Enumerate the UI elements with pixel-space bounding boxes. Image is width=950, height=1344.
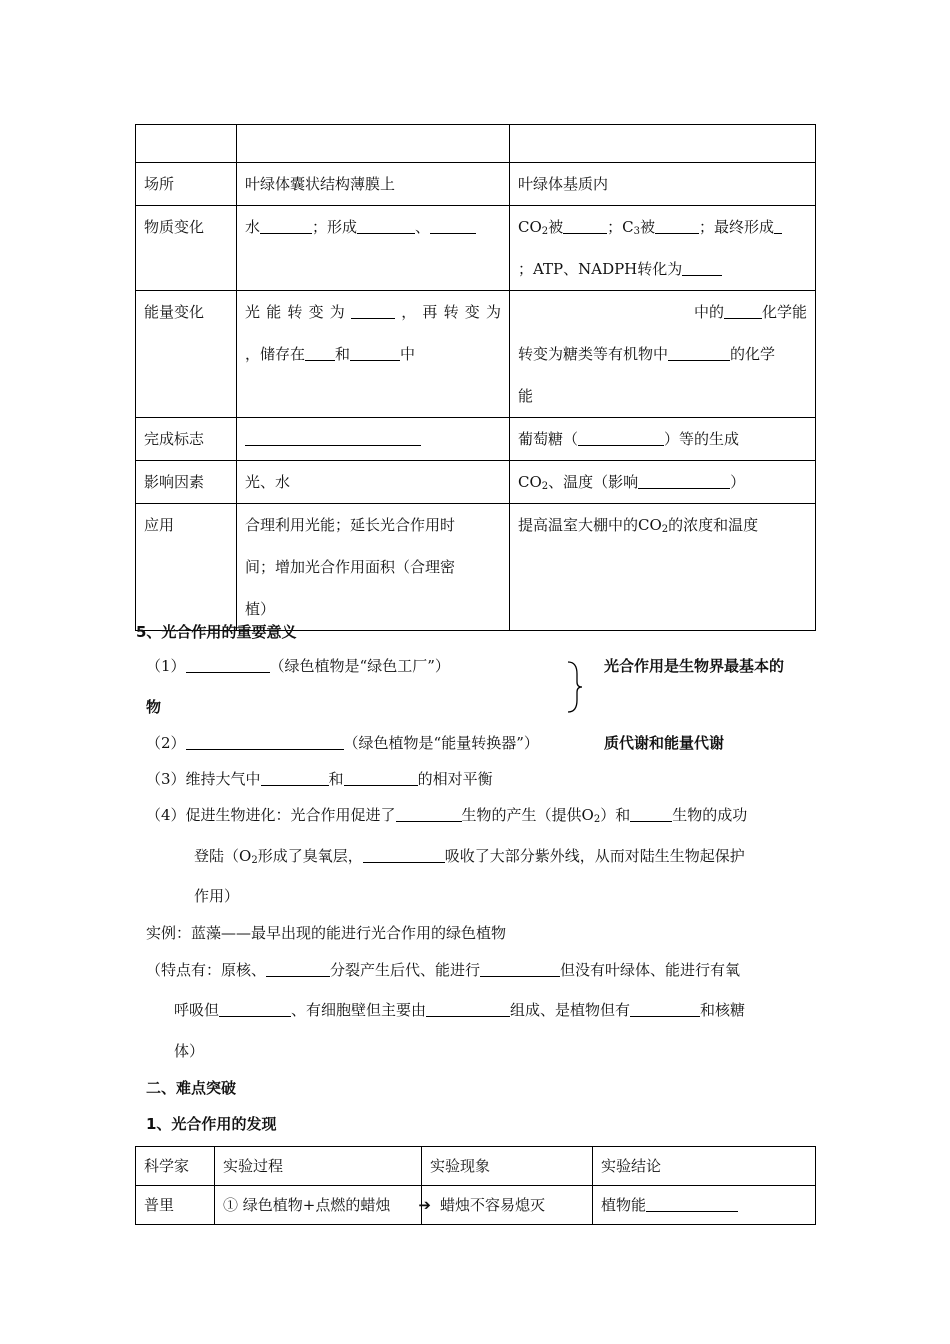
dark-energy: 中的 化学能 转变为糖类等有机物中 的化学 能 — [510, 291, 816, 418]
dark-factor: $CO_2$、温度（影响 ） — [510, 461, 816, 504]
features-line1: （特点有：原核、 分裂产生后代、能进行 但没有叶绿体、能进行有氧 — [146, 961, 741, 979]
meaning-item-1: （1） （绿色植物是“绿色工厂”） — [146, 657, 450, 675]
row-label-sign: 完成标志 — [136, 418, 237, 461]
header-phenomenon: 实验现象 — [422, 1147, 593, 1186]
features-line3: 体） — [174, 1042, 205, 1060]
meaning-item-3: （3）维持大气中 和 的相对平衡 — [146, 770, 493, 788]
section2-title: 二、难点突破 — [146, 1079, 237, 1097]
dark-apply: 提高温室大棚中的$CO_2$的浓度和温度 — [510, 504, 816, 631]
cell-scientist: 普里 — [136, 1186, 215, 1225]
light-apply: 合理利用光能；延长光合作用时 间；增加光合作用面积（合理密 植） — [237, 504, 510, 631]
meaning-item-2: （2） （绿色植物是“能量转换器”） — [146, 734, 539, 752]
dark-sign: 葡萄糖（ ）等的生成 — [510, 418, 816, 461]
row-label-apply: 应用 — [136, 504, 237, 631]
dark-place: 叶绿体基质内 — [510, 163, 816, 206]
dark-matter: $CO_2$被 ；$C_3$被 ；最终形成 ；ATP、NADPH转化为 — [510, 206, 816, 291]
row-label-factor: 影响因素 — [136, 461, 237, 504]
row-label-energy: 能量变化 — [136, 291, 237, 418]
meaning-item-4-line3: 作用） — [194, 887, 240, 905]
discovery-table — [135, 1146, 816, 1225]
example-text: 实例：蓝藻——最早出现的能进行光合作用的绿色植物 — [146, 924, 507, 942]
cell-process: ① 绿色植物+点燃的蜡烛 ➔ — [215, 1186, 422, 1225]
brace-text-wu: 物 — [146, 698, 162, 716]
brace-text-2: 质代谢和能量代谢 — [604, 734, 725, 752]
row-label-place: 场所 — [136, 163, 237, 206]
meaning-item-4-line2: 登陆（$O_2$形成了臭氧层， 吸收了大部分紫外线，从而对陆生生物起保护 — [194, 847, 745, 866]
arrow-icon: ➔ — [418, 1196, 431, 1214]
brace-text-1: 光合作用是生物界最基本的 — [604, 657, 785, 675]
light-place: 叶绿体囊状结构薄膜上 — [237, 163, 510, 206]
meaning-item-4: （4）促进生物进化：光合作用促进了 生物的产生（提供$O_2$）和 生物的成功 — [146, 806, 748, 825]
light-matter: 水 ；形成 、 — [237, 206, 510, 291]
cell-phenomenon: 蜡烛不容易熄灭 — [422, 1186, 593, 1225]
header-scientist: 科学家 — [136, 1147, 215, 1186]
light-factor: 光、水 — [237, 461, 510, 504]
cell-conclusion: 植物能 — [593, 1186, 816, 1225]
light-energy: 光能转变为 ，再转变为 ，储存在 和 中 — [237, 291, 510, 418]
section5-title: 5、光合作用的重要意义 — [136, 623, 297, 641]
features-line2: 呼吸但 、有细胞壁但主要由 组成、是植物但有 和核糖 — [174, 1001, 746, 1019]
light-sign — [237, 418, 510, 461]
header-process: 实验过程 — [215, 1147, 422, 1186]
light-dark-reaction-table — [135, 124, 816, 631]
header-conclusion: 实验结论 — [593, 1147, 816, 1186]
brace-icon — [565, 660, 585, 714]
discovery-title: 1、光合作用的发现 — [146, 1115, 277, 1133]
row-label-matter: 物质变化 — [136, 206, 237, 291]
